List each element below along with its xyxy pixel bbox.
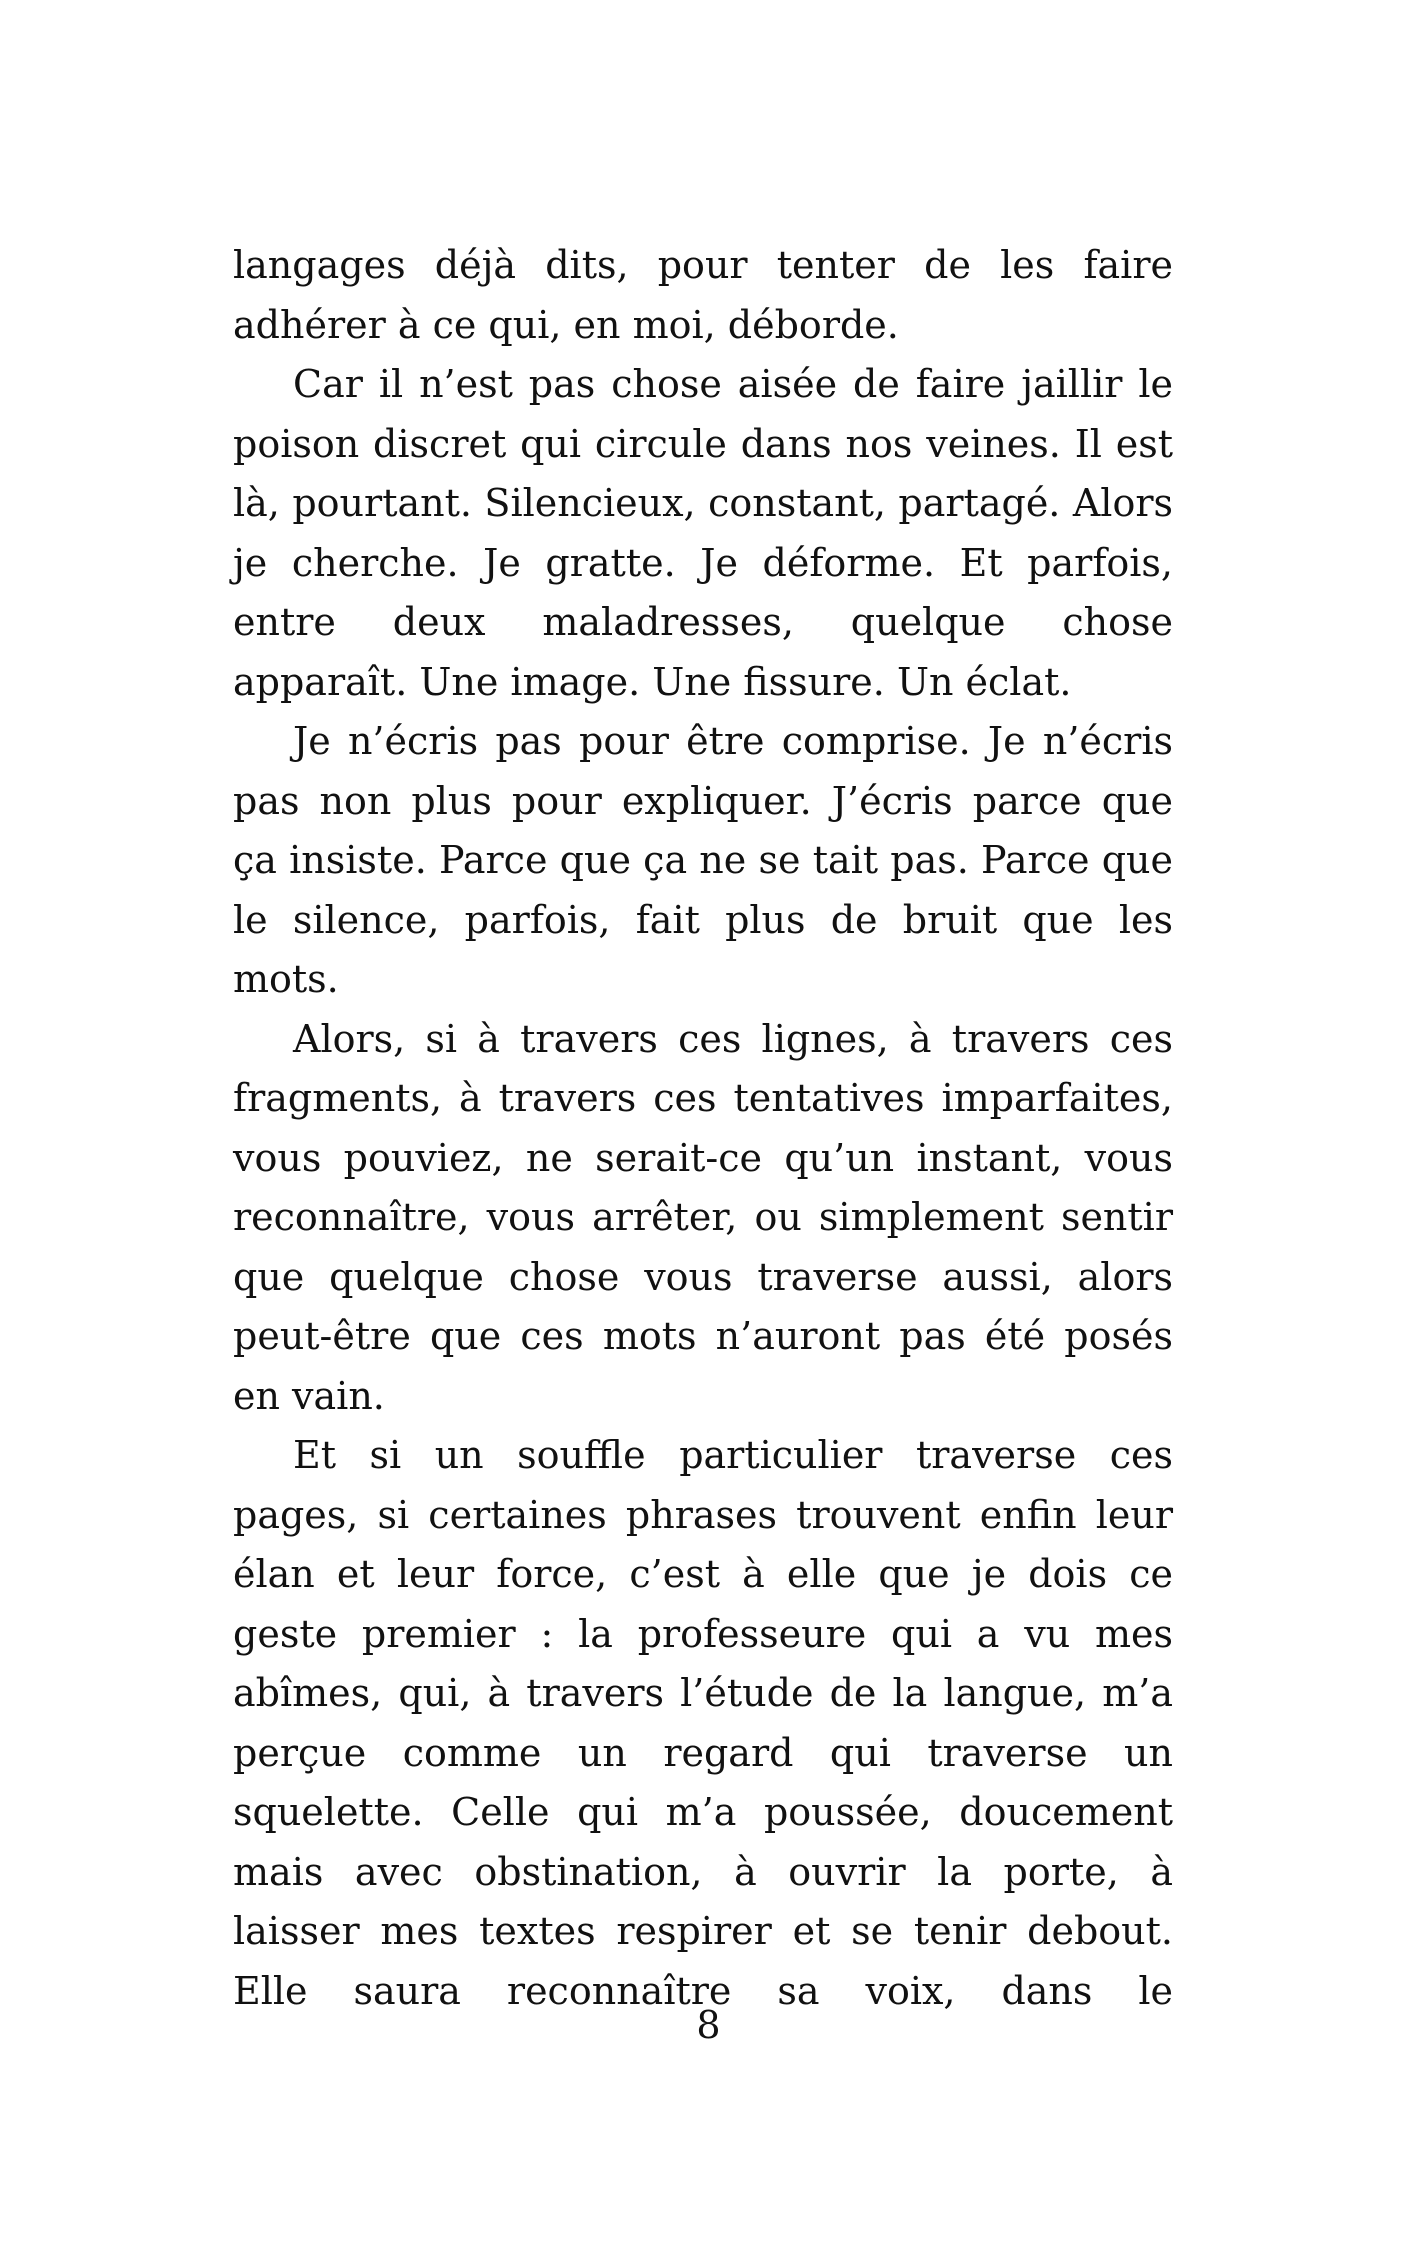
paragraph: Je n’écris pas pour être comprise. Je n’écris pas non plus pour expliquer. J’écris parce que ça insiste. Parce que ça ne se tait pas. Parce que le silence, parfois, fait plus de bruit que les mots. bbox=[233, 719, 1173, 1001]
body-text bbox=[233, 236, 1173, 2021]
paragraph: Car il n’est pas chose aisée de faire jaillir le poison discret qui circule dans nos veines. Il est là, pourtant. Silencieux, constant, partagé. Alors je cherche. Je gratte. Je déforme. Et parfois, entre deux maladresses, quelque chose apparaît. Une image. Une fissure. Un éclat. bbox=[233, 362, 1173, 704]
paragraph: Alors, si à travers ces lignes, à travers ces fragments, à travers ces tentatives imparfaites, vous pouviez, ne serait-ce qu’un instant, vous reconnaître, vous arrêter, ou simplement sentir que quelque chose vous traverse aussi, alors peut-être que ces mots n’auront pas été posés en vain. bbox=[233, 1016, 1173, 1418]
page-number: 8 bbox=[696, 2003, 721, 2047]
paragraph-continuation: langages déjà dits, pour tenter de les faire adhérer à ce qui, en moi, déborde. bbox=[233, 243, 1173, 347]
paragraph: Et si un souffle particulier traverse ces pages, si certaines phrases trouvent enfin leur élan et leur force, c’est à elle que je dois ce geste premier : la professeure qui a vu mes abîmes, qui, à travers l’étude de la langue, m’a perçue comme un regard qui traverse un squelette. Celle qui m’a poussée, doucement mais avec obstination, à ouvrir la porte, à laisser mes textes respirer et se tenir debout. Elle saura reconnaître sa voix, dans le bbox=[233, 1433, 1173, 2013]
